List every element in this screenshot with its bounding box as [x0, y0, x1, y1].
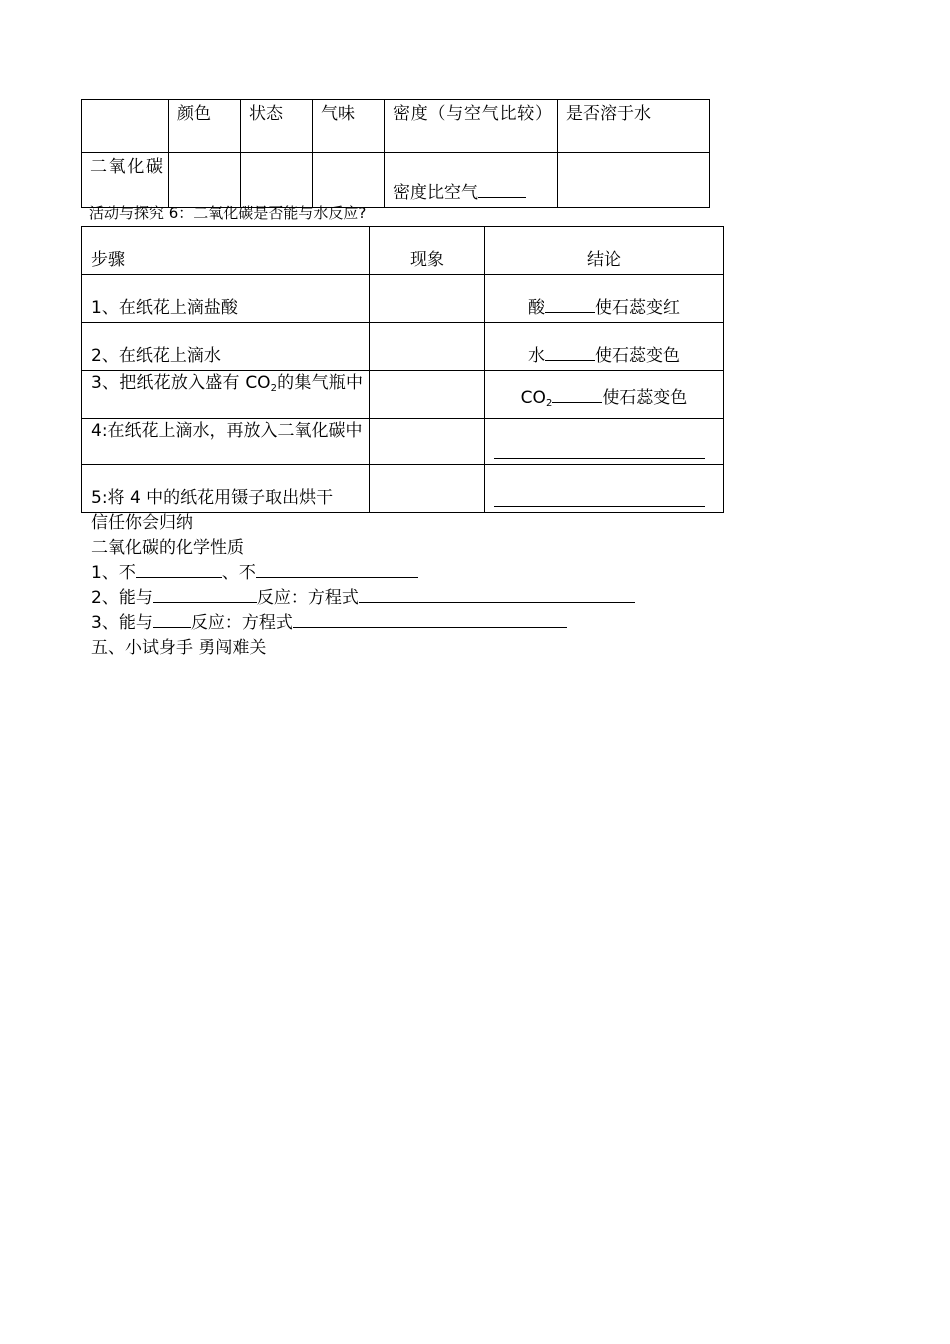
header-step: 步骤	[82, 227, 370, 275]
subscript: 2	[270, 383, 277, 394]
table-cell	[169, 153, 241, 208]
summary-subtitle: 二氧化碳的化学性质	[91, 538, 244, 558]
table-row	[82, 100, 710, 153]
header-conclusion: 结论	[485, 227, 724, 275]
line3-text-b: 反应：方程式	[190, 613, 293, 633]
fill-blank[interactable]	[136, 561, 222, 578]
conclusion-2	[485, 323, 724, 371]
table-row	[82, 323, 724, 371]
conclusion-prefix: 酸	[528, 298, 545, 318]
conclusion-suffix: 使石蕊变色	[595, 346, 680, 366]
table-row	[82, 153, 710, 208]
table-row	[82, 371, 724, 419]
section-5-heading: 五、小试身手 勇闯难关	[91, 638, 267, 658]
step-1: 1、在纸花上滴盐酸	[82, 275, 370, 323]
line2-text-a: 2、能与	[91, 588, 153, 608]
property-line-2	[91, 586, 635, 610]
conclusion-5	[485, 465, 724, 513]
experiment-table	[81, 226, 724, 513]
table-row	[82, 419, 724, 465]
line1-text-a: 1、不	[91, 563, 136, 583]
header-phenomenon: 现象	[370, 227, 485, 275]
property-line-1	[91, 561, 418, 585]
step-4: 4:在纸花上滴水，再放入二氧化碳中	[82, 419, 370, 465]
conclusion-suffix: 使石蕊变红	[595, 298, 680, 318]
table-cell	[370, 323, 485, 371]
table-row	[82, 227, 724, 275]
step-5: 5:将 4 中的纸花用镊子取出烘干	[82, 465, 370, 513]
table-cell	[313, 153, 385, 208]
properties-table	[81, 99, 710, 208]
conclusion-blank[interactable]	[545, 344, 595, 361]
fill-blank[interactable]	[153, 611, 191, 628]
fill-blank[interactable]	[293, 611, 567, 628]
header-color: 颜色	[169, 100, 241, 153]
header-smell: 气味	[313, 100, 385, 153]
step-2: 2、在纸花上滴水	[82, 323, 370, 371]
header-density: 密度（与空气比较）	[385, 100, 558, 153]
step-3	[82, 371, 370, 419]
line3-text-a: 3、能与	[91, 613, 153, 633]
table-cell	[370, 275, 485, 323]
density-cell	[385, 153, 558, 208]
step-3-text-b: 的集气瓶中	[276, 373, 363, 393]
fill-blank[interactable]	[256, 561, 418, 578]
table-cell	[241, 153, 313, 208]
line1-text-b: 、不	[221, 563, 256, 583]
property-line-3	[91, 611, 567, 635]
table-row	[82, 275, 724, 323]
step-3-text-a: 3、把纸花放入盛有 CO	[91, 373, 271, 393]
header-solubility: 是否溶于水	[558, 100, 710, 153]
table-cell	[370, 465, 485, 513]
conclusion-4	[485, 419, 724, 465]
conclusion-1	[485, 275, 724, 323]
conclusion-suffix: 使石蕊变色	[602, 388, 688, 408]
fill-blank[interactable]	[153, 586, 257, 603]
answer-line[interactable]	[494, 506, 705, 507]
conclusion-prefix: 水	[528, 346, 545, 366]
fill-blank[interactable]	[359, 586, 635, 603]
conclusion-blank[interactable]	[552, 386, 602, 403]
header-state: 状态	[241, 100, 313, 153]
row-label-co2: 二氧化碳	[82, 153, 169, 208]
table-cell	[82, 100, 169, 153]
answer-line[interactable]	[494, 458, 705, 459]
table-cell	[558, 153, 710, 208]
line2-text-b: 反应：方程式	[256, 588, 359, 608]
density-blank[interactable]	[478, 181, 526, 198]
density-text: 密度比空气	[393, 183, 478, 203]
table-row	[82, 465, 724, 513]
conclusion-prefix: CO	[520, 388, 546, 408]
conclusion-blank[interactable]	[545, 296, 595, 313]
summary-title: 信任你会归纳	[91, 513, 193, 533]
table-cell	[370, 419, 485, 465]
conclusion-3	[485, 371, 724, 419]
subscript: 2	[545, 398, 553, 409]
table-cell	[370, 371, 485, 419]
activity6-heading: 活动与探究 6：二氧化碳是否能与水反应?	[89, 204, 367, 222]
